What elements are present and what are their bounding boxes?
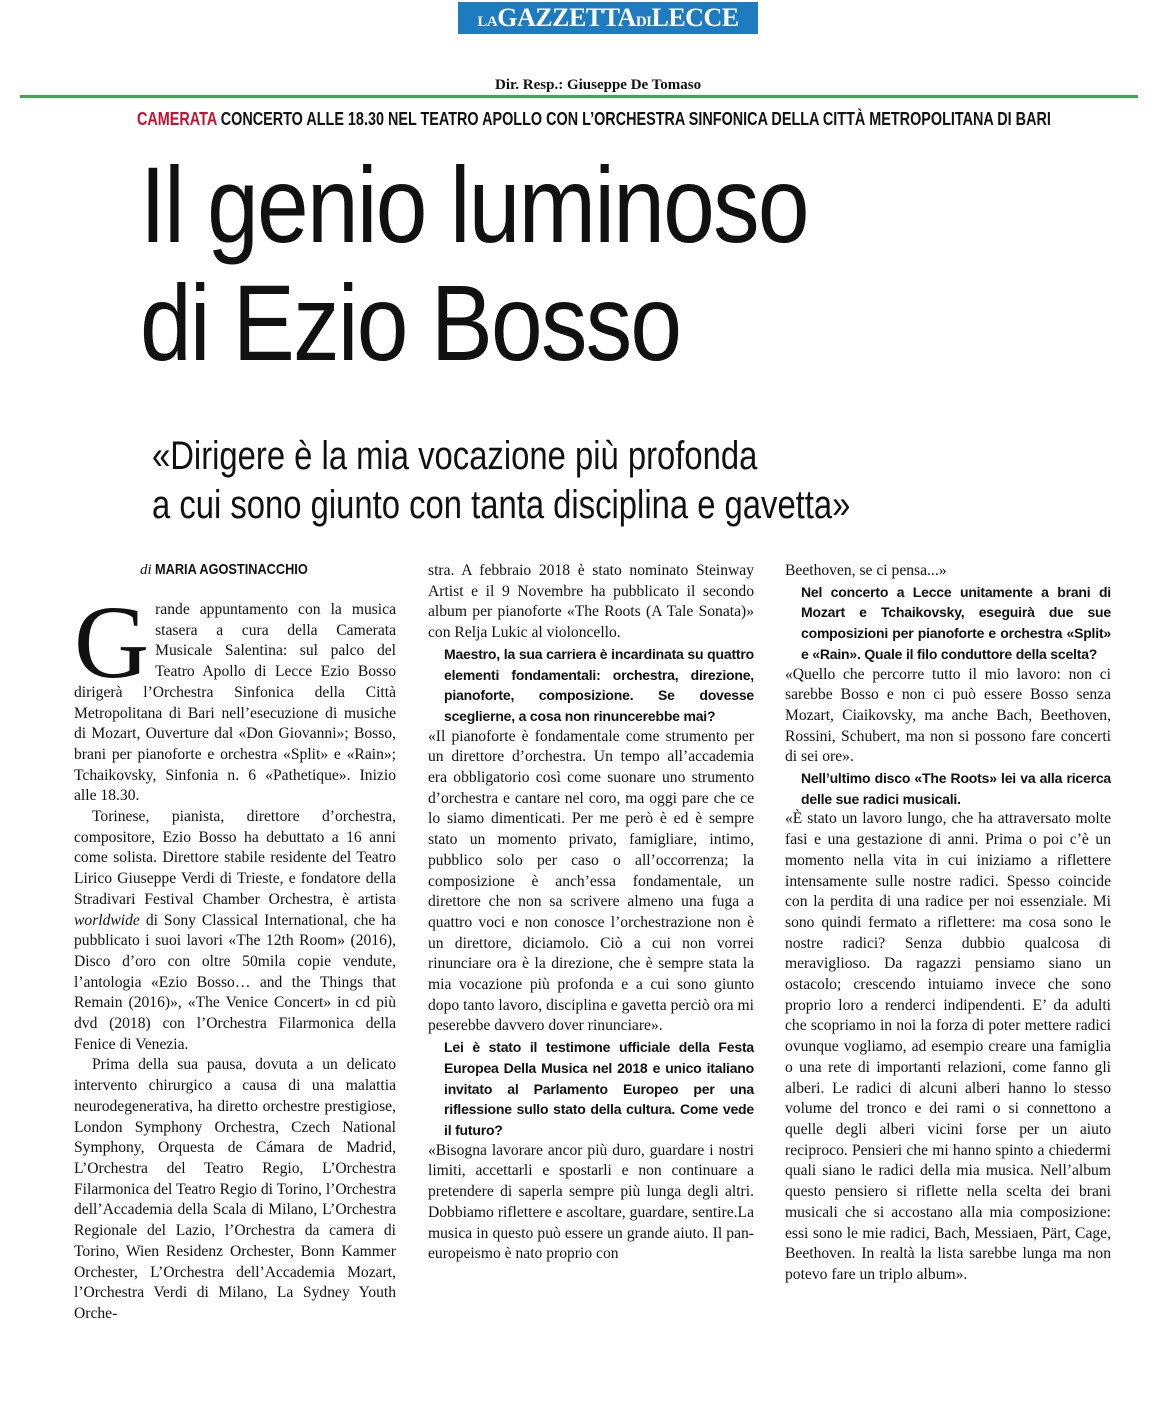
- interview-answer-1: «Il pianoforte è fondamentale come strumento per un direttore d’orchestra. Un tempo all’accademia era obbligatorio così come suonare uno strumento d’orchestra e cantare nel coro, ma oggi pare che ce lo siamo dimenticati. Per me però è ed è sempre stato un momento privato, famigliare, intimo, pubblico solo per caso o all’occorrenza; la composizione è anch’essa fondamentale, un direttore che non sa scrivere almeno una fuga a quattro voci e non conosce l’orchestrazione non è un direttore, diciamolo. Ciò a cui non vorrei rinunciare ora è la direzione, che è sempre stata la mia vocazione più profonda e a cui sono giunto dopo tanto lavoro, disciplina e gavetta perciò ora mi peserebbe davvero dover rinunciare».: [428, 727, 754, 1035]
- headline-line-1: Il genio luminoso: [140, 144, 808, 265]
- article-column-3: [785, 561, 1111, 1286]
- interview-question-4: Nell’ultimo disco «The Roots» lei va alla ricerca delle sue radici musicali.: [801, 770, 1111, 807]
- interview-answer-4: «È stato un lavoro lungo, che ha attraversato molte fasi e una gestazione di anni. Prima o poi c’è un momento nella vita in cui iniziamo a riflettere intensamente sulle nostre radici. Spesso coincide con la perdita di una radice per noi essenziale. Mi sono quindi fermato a riflettere: ma cosa sono le nostre radici? Senza dubbio qualcosa di meraviglioso. Da ragazzi pensiamo siano un ostacolo; crescendo intuiamo invece che sono proprio loro a renderci indipendenti. E’ da adulti che scopriamo in noi la forza di poter mettere radici ovunque vogliamo, ad esempio creare una famiglia o una rete di importanti relazioni, come fanno gli alberi. Le radici di alcuni alberi hanno lo stesso volume del tronco e dei rami o si connettono a quelle degli alberi vicini forse per un aiuto reciproco. Pensieri che mi hanno spinto a chiedermi quali siano le radici della mia musica. Nell’album questo pensiero si riflette nella scelta dei brani musicali che si accostano alla mia composizione: essi sono le mie radici, Bach, Messiaen, Pärt, Cage, Beethoven. In realtà la lista sarebbe lunga ma non potevo fare un triplo album».: [785, 810, 1111, 1283]
- subheadline: [152, 432, 850, 530]
- byline: [140, 560, 335, 580]
- logo-la: LA: [477, 14, 498, 30]
- interview-answer-2: «Bisogna lavorare ancor più duro, guardare i nostri limiti, accettarli e spostarli e non continuare a pretendere di saperla sempre più lunga degli altri. Dobbiamo riflettere e ascoltare, guardare, sentire.La musica in questo può essere un grande aiuto. Il pan-europeismo è nato proprio con: [428, 1141, 754, 1263]
- kicker-section: CAMERATA: [137, 109, 217, 129]
- answer-continuation: Beethoven, se ci pensa...»: [785, 562, 947, 579]
- kicker: [137, 108, 1051, 130]
- headline: [140, 146, 1009, 382]
- paragraph-intro: [74, 585, 396, 807]
- interview-question-3: Nel concerto a Lecce unitamente a brani di Mozart e Tchaikovsky, eseguirà due sue composizioni per pianoforte e orchestra «Split» e «Rain». Quale il filo conduttore della scelta?: [801, 583, 1111, 662]
- bio-text-a: Torinese, pianista, direttore d’orchestra, compositore, Ezio Bosso ha debuttato a 16 anni come solista. Direttore stabile residente del Teatro Lirico Giuseppe Verdi di Trieste, e fondatore della Stradivari Festival Chamber Orchestra, è artista: [74, 808, 396, 908]
- paragraph-biography: [74, 807, 396, 1055]
- paragraph-orchestras: Prima della sua pausa, dovuta a un delicato intervento chirurgico a causa di una malattia neurodegenerativa, ha diretto orchestre prestigiose, London Symphony Orchestra, Czech National Symphony, Orquesta de Cámara de Madrid, L’Orchestra del Teatro Regio, L’Orchestra Filarmonica del Teatro Regio di Torino, l’Orchestra dell’Accademia della Scala di Milano, L’Orchestra Regionale del Lazio, l’Orchestra da camera di Torino, Wien Residenz Orchester, Bonn Kammer Orchester, L’Orchestra dell’Accademia Mozart, l’Orchestra Verdi di Milano, La Sydney Youth Orche-: [74, 1056, 396, 1322]
- interview-question-1: Maestro, la sua carriera è incardinata su quattro elementi fondamentali: orchestra, direzione, pianoforte, composizione. Se dovesse sceglierne, a cosa non rinuncerebbe mai?: [444, 645, 754, 724]
- kicker-text: CONCERTO ALLE 18.30 NEL TEATRO APOLLO CON L’ORCHESTRA SINFONICA DELLA CITTÀ METROPOLITANA DI BARI: [216, 109, 1051, 129]
- interview-answer-3: «Quello che percorre tutto il mio lavoro: non ci sarebbe Bosso e non ci può essere Bosso senza Mozart, Ciaikovsky, ma anche Bach, Beethoven, Rossini, Schubert, ma non si possono fare concerti di sei ore».: [785, 665, 1111, 766]
- drop-cap: G: [74, 585, 150, 700]
- subheadline-line-1: «Dirigere è la mia vocazione più profonda: [152, 434, 758, 478]
- logo-gazzetta: GAZZETTA: [497, 3, 636, 32]
- bio-text-italic: worldwide: [74, 911, 140, 929]
- paragraph-intro-text: rande appuntamento con la musica stasera a cura della Camerata Musicale Salentina: sul palco del Teatro Apollo di Lecce Ezio Bosso dirigerà l’Orchestra Sinfonica della Città Metropolitana di Bari nell’esecuzione di musiche di Mozart, Ouverture dal «Don Giovanni»; Bosso, brani per pianoforte e orchestra «Split» e «Rain»; Tchaikovsky, Sinfonia n. 6 «Pathetique». Inizio alle 18.30.: [74, 601, 396, 805]
- bio-text-b: di Sony Classical International, che ha pubblicato i suoi lavori «The 12th Room» (2016), Disco d’oro con oltre 50mila copie vendute, l’antologia «Ezio Bosso… and the Things that Remain (2016)», «The Venice Concert» in cd più dvd (2018) con l’Orchestra Filarmonica della Fenice di Venezia.: [74, 911, 396, 1053]
- header-divider: [20, 95, 1138, 98]
- logo-di: DI: [635, 14, 652, 30]
- byline-author: MARIA AGOSTINACCHIO: [155, 561, 309, 578]
- article-column-1: [74, 585, 396, 1325]
- subheadline-line-2: a cui sono giunto con tanta disciplina e gavetta»: [152, 483, 851, 527]
- director-line: Dir. Resp.: Giuseppe De Tomaso: [495, 77, 702, 93]
- article-column-2: [428, 561, 754, 1265]
- interview-question-2: Lei è stato il testimone ufficiale della Festa Europea Della Musica nel 2018 e unico italiano invitato al Parlamento Europeo per una riflessione sullo stato della cultura. Come vede il futuro?: [444, 1039, 754, 1138]
- logo-lecce: LECCE: [651, 3, 739, 32]
- byline-prefix: di: [140, 562, 152, 578]
- paragraph-continuation: stra. A febbraio 2018 è stato nominato Steinway Artist e il 9 Novembre ha pubblicato il secondo album per pianoforte «The Roots (A Tale Sonata)» con Relja Lukic al violoncello.: [428, 562, 754, 642]
- newspaper-logo: [458, 2, 758, 34]
- headline-line-2: di Ezio Bosso: [140, 262, 681, 383]
